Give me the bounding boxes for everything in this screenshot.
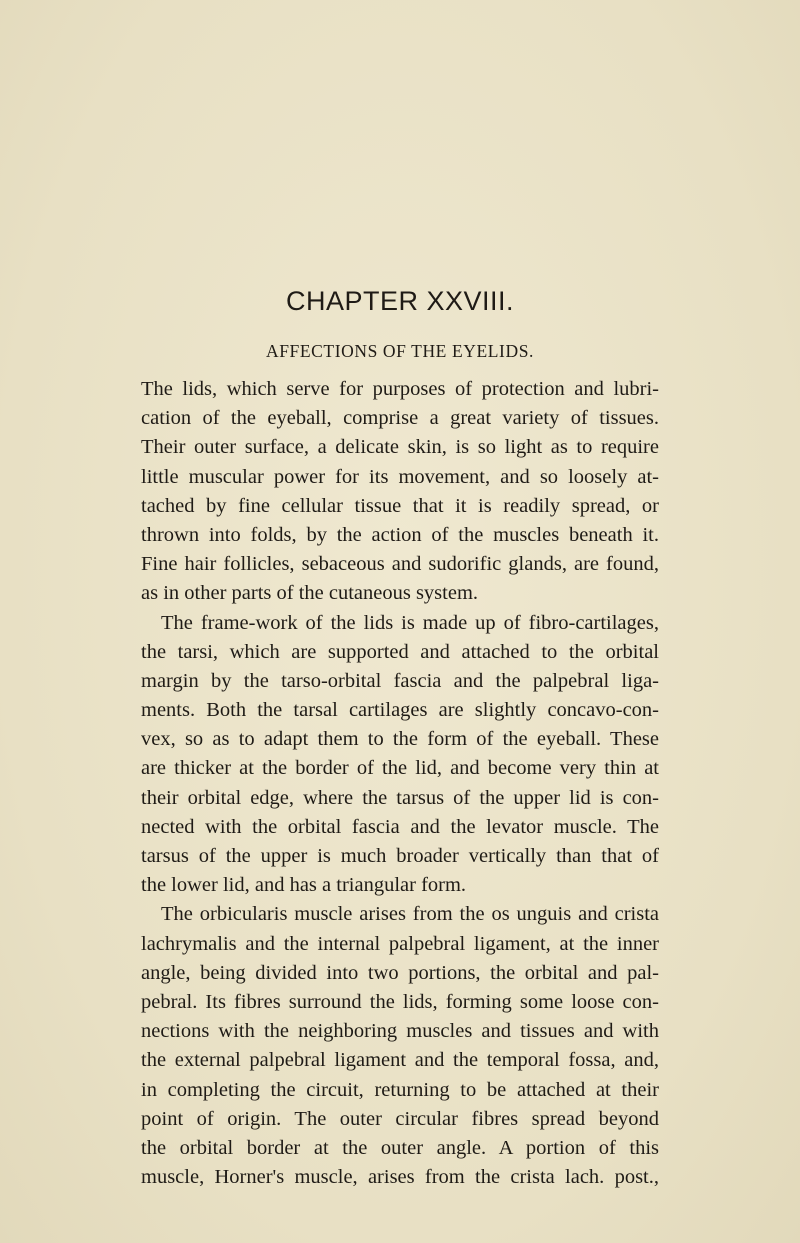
text-line: angle, being divided into two portions, the orbital and pal- — [141, 961, 659, 984]
text-line: the orbital border at the outer angle. A portion of this — [141, 1136, 659, 1159]
text-line: tarsus of the upper is much broader vertically than that of — [141, 845, 659, 867]
text-line: the tarsi, which are supported and attached to the orbital — [141, 640, 659, 663]
body-text — [141, 375, 659, 1192]
text-line: tached by fine cellular tissue that it is readily spread, or — [141, 494, 659, 517]
text-line: lachrymalis and the internal palpebral ligament, at the inner — [141, 932, 659, 955]
text-line: The frame-work of the lids is made up of fibro-cartilages, — [161, 611, 659, 634]
text-line: the lower lid, and has a triangular form. — [141, 874, 467, 897]
text-line: little muscular power for its movement, and so loosely at- — [141, 465, 659, 488]
text-line: Fine hair follicles, sebaceous and sudorific glands, are found, — [141, 553, 659, 576]
text-line: their orbital edge, where the tarsus of the upper lid is con- — [141, 786, 659, 809]
text-line: nected with the orbital fascia and the levator muscle. The — [141, 815, 659, 838]
text-line: margin by the tarso-orbital fascia and the palpebral liga- — [141, 669, 659, 692]
chapter-title: AFFECTIONS OF THE EYELIDS. — [265, 341, 535, 361]
text-line: pebral. Its fibres surround the lids, forming some loose con- — [141, 990, 659, 1013]
text-line: as in other parts of the cutaneous system. — [141, 582, 479, 605]
text-line: cation of the eyeball, comprise a great variety of tissues. — [141, 407, 659, 430]
text-line: ments. Both the tarsal cartilages are slightly concavo-con- — [141, 699, 659, 722]
text-line: The lids, which serve for purposes of protection and lubri- — [141, 378, 659, 400]
text-line: muscle, Horner's muscle, arises from the crista lach. post., — [141, 1166, 659, 1189]
text-line: are thicker at the border of the lid, and become very thin at — [141, 757, 659, 780]
chapter-heading: CHAPTER XXVIII. — [285, 286, 515, 316]
text-line: vex, so as to adapt them to the form of the eyeball. These — [141, 728, 659, 751]
text-line: Their outer surface, a delicate skin, is so light as to require — [141, 436, 659, 459]
text-line: thrown into folds, by the action of the muscles beneath it. — [141, 523, 659, 546]
text-line: in completing the circuit, returning to be attached at their — [141, 1078, 659, 1101]
text-line: The orbicularis muscle arises from the os unguis and crista — [161, 903, 659, 926]
text-line: point of origin. The outer circular fibres spread beyond — [141, 1107, 659, 1130]
text-line: nections with the neighboring muscles and tissues and with — [141, 1020, 659, 1043]
text-line: the external palpebral ligament and the temporal fossa, and, — [141, 1049, 659, 1072]
